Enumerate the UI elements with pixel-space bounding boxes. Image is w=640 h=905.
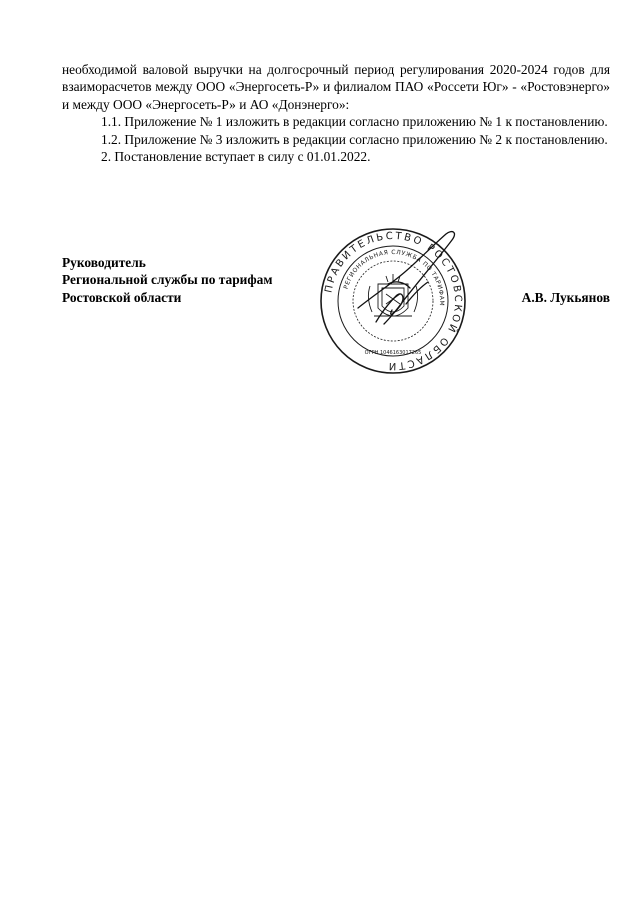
item-1-2-paragraph: 1.2. Приложение № 3 изложить в редакции согласно приложению № 2 к постановлению. bbox=[101, 131, 608, 147]
seal-inner-ring bbox=[353, 261, 433, 341]
seal-middle-ring bbox=[338, 246, 448, 356]
signer-title-line-2: Региональной службы по тарифам bbox=[62, 272, 273, 288]
item-1-1-paragraph: 1.1. Приложение № 1 изложить в редакции согласно приложению № 1 к постановлению. bbox=[101, 114, 608, 130]
document-body bbox=[62, 61, 610, 165]
official-seal bbox=[318, 226, 468, 376]
item-2-paragraph: 2. Постановление вступает в силу с 01.01.2022. bbox=[101, 149, 371, 165]
signer-name: А.В. Лукьянов bbox=[521, 289, 610, 305]
intro-paragraph: необходимой валовой выручки на долгосрочный период регулирования 2020-2024 годов для взаиморасчетов между ООО «Энергосеть-Р» и филиалом ПАО «Россети Юг» - «Ростовэнерго» и между ООО «Энергосеть-Р» и АО «Донэнерго»: bbox=[62, 62, 610, 112]
seal-outer-text: ПРАВИТЕЛЬСТВО РОСТОВСКОЙ ОБЛАСТИ bbox=[323, 230, 464, 372]
seal-inner-text: РЕГИОНАЛЬНАЯ СЛУЖБА ПО ТАРИФАМ bbox=[342, 248, 446, 307]
signer-title-line-3: Ростовской области bbox=[62, 289, 182, 305]
seal-ogrn-text: ОГРН 1046163017265 bbox=[364, 350, 422, 356]
signer-title-line-1: Руководитель bbox=[62, 255, 146, 270]
